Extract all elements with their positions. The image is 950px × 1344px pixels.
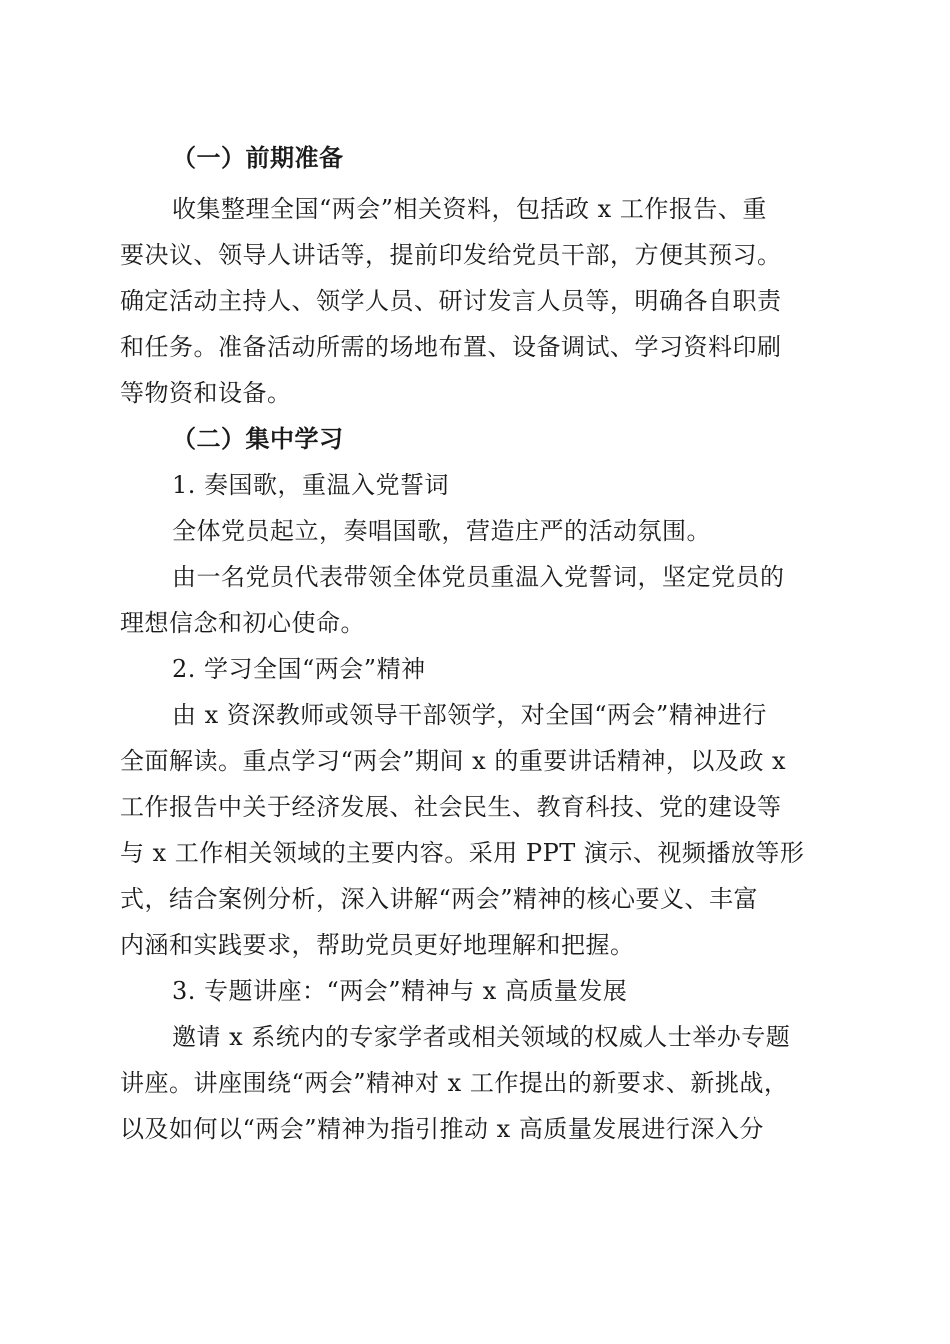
paragraph-line: 收集整理全国“两会”相关资料，包括政 x 工作报告、重 xyxy=(172,195,767,223)
paragraph-line: 要决议、领导人讲话等，提前印发给党员干部，方便其预习。 xyxy=(120,241,782,269)
paragraph-line: 工作报告中关于经济发展、社会民生、教育科技、党的建设等 xyxy=(120,793,782,821)
paragraph-line: 和任务。准备活动所需的场地布置、设备调试、学习资料印刷 xyxy=(120,333,782,361)
paragraph-line: 确定活动主持人、领学人员、研讨发言人员等，明确各自职责 xyxy=(120,287,782,315)
paragraph-line: 由一名党员代表带领全体党员重温入党誓词，坚定党员的 xyxy=(172,563,785,591)
paragraph-line: 以及如何以“两会”精神为指引推动 x 高质量发展进行深入分 xyxy=(120,1115,764,1143)
section-heading-preparation: （一）前期准备 xyxy=(172,143,344,172)
paragraph-line: 讲座。讲座围绕“两会”精神对 x 工作提出的新要求、新挑战， xyxy=(120,1069,789,1097)
subheading-study-spirit: 2. 学习全国“两会”精神 xyxy=(172,655,426,683)
paragraph-line: 理想信念和初心使命。 xyxy=(120,609,365,637)
paragraph-line: 式，结合案例分析，深入讲解“两会”精神的核心要义、丰富 xyxy=(120,885,759,913)
paragraph-line: 邀请 x 系统内的专家学者或相关领域的权威人士举办专题 xyxy=(172,1023,791,1051)
paragraph-line: 全体党员起立，奏唱国歌，营造庄严的活动氛围。 xyxy=(172,517,711,545)
paragraph-line: 由 x 资深教师或领导干部领学，对全国“两会”精神进行 xyxy=(172,701,767,729)
subheading-lecture: 3. 专题讲座：“两会”精神与 x 高质量发展 xyxy=(172,977,628,1005)
paragraph-line: 等物资和设备。 xyxy=(120,379,292,407)
section-heading-study: （二）集中学习 xyxy=(172,424,344,453)
paragraph-line: 与 x 工作相关领域的主要内容。采用 PPT 演示、视频播放等形 xyxy=(120,839,805,867)
paragraph-line: 全面解读。重点学习“两会”期间 x 的重要讲话精神，以及政 x xyxy=(120,747,786,775)
subheading-anthem: 1. 奏国歌，重温入党誓词 xyxy=(172,471,450,499)
paragraph-line: 内涵和实践要求，帮助党员更好地理解和把握。 xyxy=(120,931,635,959)
